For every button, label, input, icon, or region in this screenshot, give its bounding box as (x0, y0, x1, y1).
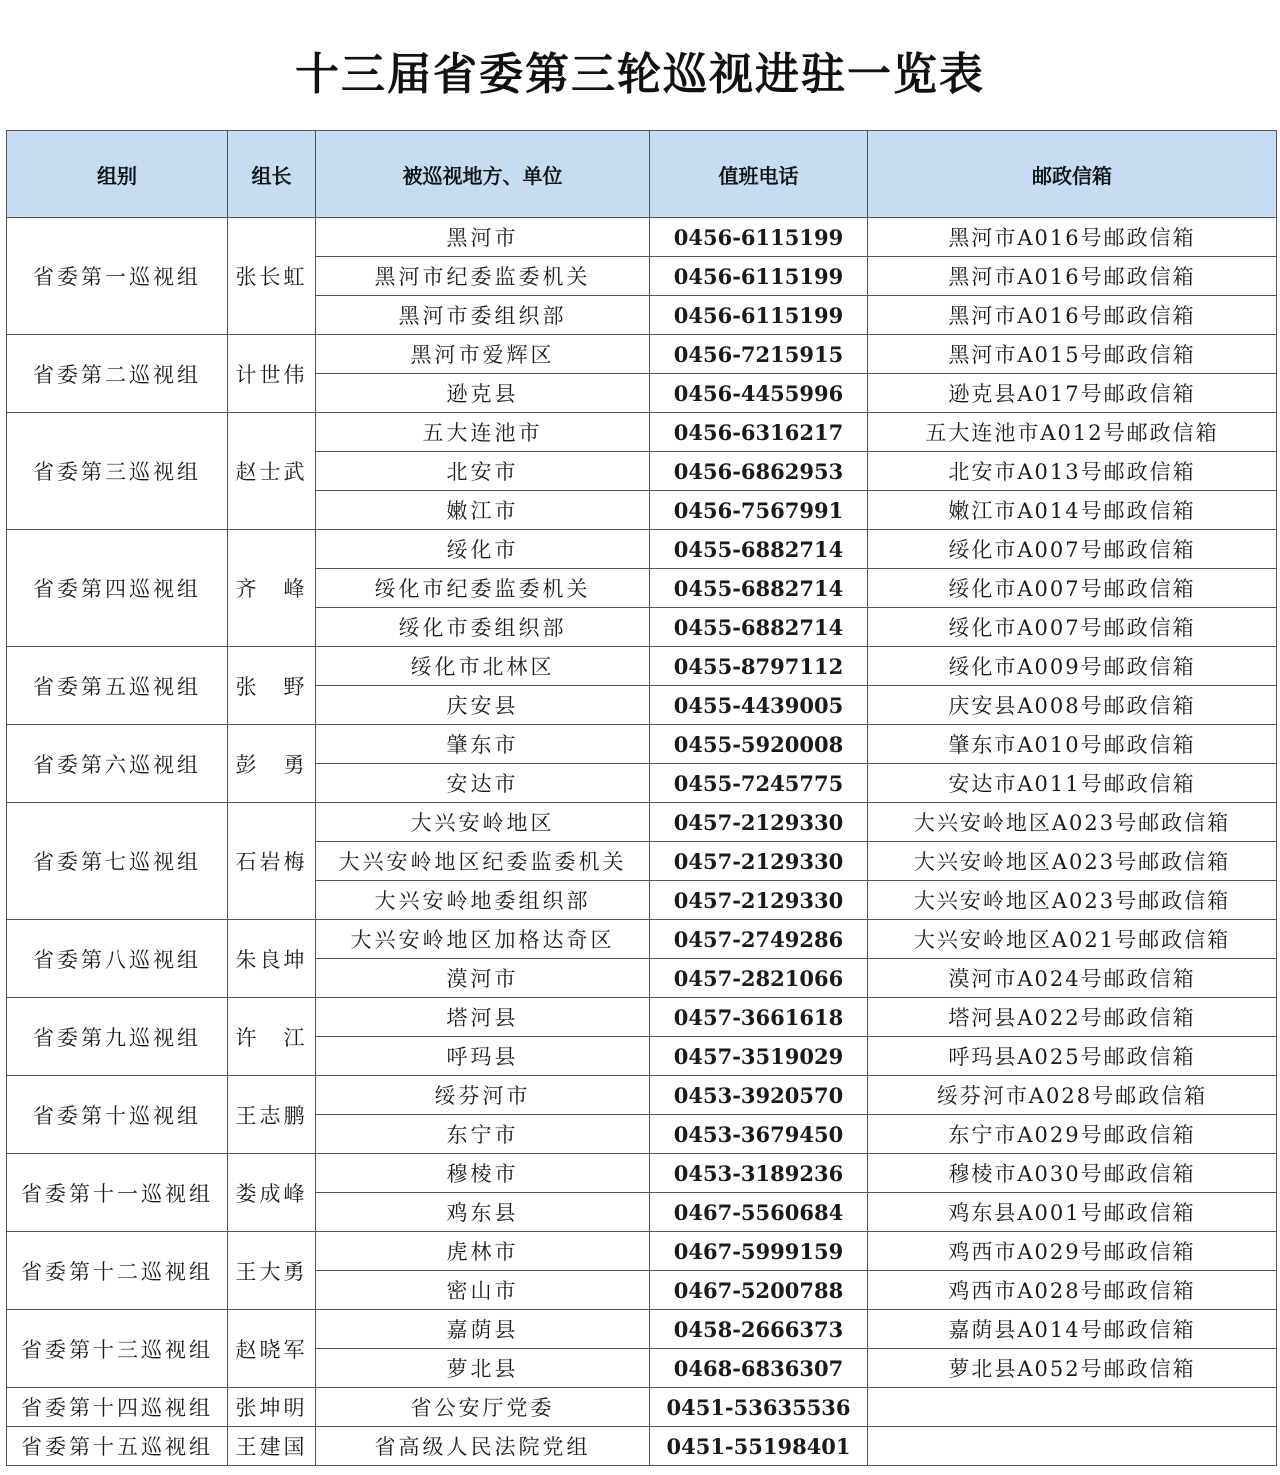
mailbox-cell: 绥芬河市A028号邮政信箱 (868, 1076, 1277, 1115)
phone-cell: 0456-4455996 (650, 374, 868, 413)
mailbox-cell: 安达市A011号邮政信箱 (868, 764, 1277, 803)
header-row (7, 131, 1277, 218)
leader-cell: 齐 峰 (228, 530, 316, 647)
phone-cell: 0456-7567991 (650, 491, 868, 530)
group-name-cell: 省委第四巡视组 (7, 530, 228, 647)
group-name-cell: 省委第七巡视组 (7, 803, 228, 920)
mailbox-cell: 黑河市A016号邮政信箱 (868, 296, 1277, 335)
leader-cell: 张 野 (228, 647, 316, 725)
table-row (7, 218, 1277, 257)
mailbox-cell: 鸡西市A029号邮政信箱 (868, 1232, 1277, 1271)
mailbox-cell (868, 1427, 1277, 1466)
mailbox-cell: 鸡东县A001号邮政信箱 (868, 1193, 1277, 1232)
group-name-cell: 省委第十巡视组 (7, 1076, 228, 1154)
table-row (7, 1427, 1277, 1466)
unit-cell: 鸡东县 (316, 1193, 650, 1232)
group-name-cell: 省委第十二巡视组 (7, 1232, 228, 1310)
table-row (7, 803, 1277, 842)
header-mailbox: 邮政信箱 (868, 131, 1277, 218)
leader-cell: 石岩梅 (228, 803, 316, 920)
unit-cell: 呼玛县 (316, 1037, 650, 1076)
mailbox-cell: 绥化市A007号邮政信箱 (868, 608, 1277, 647)
mailbox-cell: 大兴安岭地区A023号邮政信箱 (868, 803, 1277, 842)
mailbox-cell: 黑河市A016号邮政信箱 (868, 218, 1277, 257)
mailbox-cell: 肇东市A010号邮政信箱 (868, 725, 1277, 764)
phone-cell: 0467-5560684 (650, 1193, 868, 1232)
mailbox-cell: 东宁市A029号邮政信箱 (868, 1115, 1277, 1154)
unit-cell: 穆棱市 (316, 1154, 650, 1193)
table-row (7, 1388, 1277, 1427)
leader-cell: 张长虹 (228, 218, 316, 335)
leader-cell: 王志鹏 (228, 1076, 316, 1154)
phone-cell: 0455-4439005 (650, 686, 868, 725)
mailbox-cell: 漠河市A024号邮政信箱 (868, 959, 1277, 998)
table-row (7, 1154, 1277, 1193)
mailbox-cell: 逊克县A017号邮政信箱 (868, 374, 1277, 413)
phone-cell: 0457-2129330 (650, 803, 868, 842)
phone-cell: 0455-5920008 (650, 725, 868, 764)
table-row (7, 725, 1277, 764)
table-row (7, 647, 1277, 686)
phone-cell: 0455-8797112 (650, 647, 868, 686)
page-title: 十三届省委第三轮巡视进驻一览表 (295, 49, 985, 100)
leader-cell: 张坤明 (228, 1388, 316, 1427)
mailbox-cell: 鸡西市A028号邮政信箱 (868, 1271, 1277, 1310)
phone-cell: 0456-6862953 (650, 452, 868, 491)
unit-cell: 绥化市纪委监委机关 (316, 569, 650, 608)
mailbox-cell: 嫩江市A014号邮政信箱 (868, 491, 1277, 530)
phone-cell: 0451-53635536 (650, 1388, 868, 1427)
unit-cell: 黑河市爱辉区 (316, 335, 650, 374)
unit-cell: 绥化市北林区 (316, 647, 650, 686)
mailbox-cell: 嘉荫县A014号邮政信箱 (868, 1310, 1277, 1349)
phone-cell: 0457-2129330 (650, 842, 868, 881)
group-name-cell: 省委第一巡视组 (7, 218, 228, 335)
mailbox-cell: 五大连池市A012号邮政信箱 (868, 413, 1277, 452)
table-row (7, 1076, 1277, 1115)
leader-cell: 朱良坤 (228, 920, 316, 998)
unit-cell: 绥芬河市 (316, 1076, 650, 1115)
table-row (7, 1232, 1277, 1271)
leader-cell: 王建国 (228, 1427, 316, 1466)
phone-cell: 0457-3519029 (650, 1037, 868, 1076)
unit-cell: 萝北县 (316, 1349, 650, 1388)
table-row (7, 1310, 1277, 1349)
unit-cell: 嘉荫县 (316, 1310, 650, 1349)
unit-cell: 肇东市 (316, 725, 650, 764)
unit-cell: 绥化市委组织部 (316, 608, 650, 647)
table-body (7, 218, 1277, 1466)
phone-cell: 0456-6316217 (650, 413, 868, 452)
phone-cell: 0451-55198401 (650, 1427, 868, 1466)
table-row (7, 335, 1277, 374)
leader-cell: 赵晓军 (228, 1310, 316, 1388)
unit-cell: 省公安厅党委 (316, 1388, 650, 1427)
phone-cell: 0457-3661618 (650, 998, 868, 1037)
phone-cell: 0453-3679450 (650, 1115, 868, 1154)
mailbox-cell: 绥化市A007号邮政信箱 (868, 530, 1277, 569)
header-leader: 组长 (228, 131, 316, 218)
mailbox-cell: 大兴安岭地区A023号邮政信箱 (868, 881, 1277, 920)
inspection-table (6, 130, 1277, 1466)
phone-cell: 0456-6115199 (650, 257, 868, 296)
group-name-cell: 省委第三巡视组 (7, 413, 228, 530)
group-name-cell: 省委第十四巡视组 (7, 1388, 228, 1427)
unit-cell: 安达市 (316, 764, 650, 803)
leader-cell: 王大勇 (228, 1232, 316, 1310)
group-name-cell: 省委第二巡视组 (7, 335, 228, 413)
mailbox-cell: 呼玛县A025号邮政信箱 (868, 1037, 1277, 1076)
unit-cell: 逊克县 (316, 374, 650, 413)
leader-cell: 计世伟 (228, 335, 316, 413)
phone-cell: 0456-7215915 (650, 335, 868, 374)
group-name-cell: 省委第五巡视组 (7, 647, 228, 725)
mailbox-cell: 黑河市A015号邮政信箱 (868, 335, 1277, 374)
header-unit: 被巡视地方、单位 (316, 131, 650, 218)
phone-cell: 0457-2821066 (650, 959, 868, 998)
phone-cell: 0457-2749286 (650, 920, 868, 959)
phone-cell: 0456-6115199 (650, 218, 868, 257)
group-name-cell: 省委第六巡视组 (7, 725, 228, 803)
phone-cell: 0455-6882714 (650, 569, 868, 608)
leader-cell: 彭 勇 (228, 725, 316, 803)
table-row (7, 413, 1277, 452)
unit-cell: 漠河市 (316, 959, 650, 998)
table-row (7, 998, 1277, 1037)
phone-cell: 0467-5200788 (650, 1271, 868, 1310)
phone-cell: 0467-5999159 (650, 1232, 868, 1271)
unit-cell: 大兴安岭地区加格达奇区 (316, 920, 650, 959)
mailbox-cell: 绥化市A009号邮政信箱 (868, 647, 1277, 686)
unit-cell: 黑河市 (316, 218, 650, 257)
mailbox-cell (868, 1388, 1277, 1427)
mailbox-cell: 绥化市A007号邮政信箱 (868, 569, 1277, 608)
header-group: 组别 (7, 131, 228, 218)
phone-cell: 0457-2129330 (650, 881, 868, 920)
unit-cell: 大兴安岭地委组织部 (316, 881, 650, 920)
unit-cell: 东宁市 (316, 1115, 650, 1154)
mailbox-cell: 北安市A013号邮政信箱 (868, 452, 1277, 491)
mailbox-cell: 庆安县A008号邮政信箱 (868, 686, 1277, 725)
unit-cell: 大兴安岭地区 (316, 803, 650, 842)
leader-cell: 娄成峰 (228, 1154, 316, 1232)
group-name-cell: 省委第十五巡视组 (7, 1427, 228, 1466)
phone-cell: 0455-6882714 (650, 608, 868, 647)
unit-cell: 黑河市委组织部 (316, 296, 650, 335)
unit-cell: 嫩江市 (316, 491, 650, 530)
leader-cell: 赵士武 (228, 413, 316, 530)
group-name-cell: 省委第八巡视组 (7, 920, 228, 998)
phone-cell: 0455-7245775 (650, 764, 868, 803)
unit-cell: 大兴安岭地区纪委监委机关 (316, 842, 650, 881)
unit-cell: 省高级人民法院党组 (316, 1427, 650, 1466)
unit-cell: 黑河市纪委监委机关 (316, 257, 650, 296)
mailbox-cell: 黑河市A016号邮政信箱 (868, 257, 1277, 296)
phone-cell: 0456-6115199 (650, 296, 868, 335)
table-row (7, 530, 1277, 569)
unit-cell: 虎林市 (316, 1232, 650, 1271)
phone-cell: 0455-6882714 (650, 530, 868, 569)
group-name-cell: 省委第十三巡视组 (7, 1310, 228, 1388)
header-phone: 值班电话 (650, 131, 868, 218)
unit-cell: 庆安县 (316, 686, 650, 725)
phone-cell: 0458-2666373 (650, 1310, 868, 1349)
mailbox-cell: 穆棱市A030号邮政信箱 (868, 1154, 1277, 1193)
phone-cell: 0468-6836307 (650, 1349, 868, 1388)
group-name-cell: 省委第十一巡视组 (7, 1154, 228, 1232)
leader-cell: 许 江 (228, 998, 316, 1076)
unit-cell: 五大连池市 (316, 413, 650, 452)
mailbox-cell: 大兴安岭地区A021号邮政信箱 (868, 920, 1277, 959)
mailbox-cell: 萝北县A052号邮政信箱 (868, 1349, 1277, 1388)
mailbox-cell: 塔河县A022号邮政信箱 (868, 998, 1277, 1037)
unit-cell: 塔河县 (316, 998, 650, 1037)
mailbox-cell: 大兴安岭地区A023号邮政信箱 (868, 842, 1277, 881)
phone-cell: 0453-3920570 (650, 1076, 868, 1115)
phone-cell: 0453-3189236 (650, 1154, 868, 1193)
group-name-cell: 省委第九巡视组 (7, 998, 228, 1076)
unit-cell: 北安市 (316, 452, 650, 491)
unit-cell: 密山市 (316, 1271, 650, 1310)
table-row (7, 920, 1277, 959)
unit-cell: 绥化市 (316, 530, 650, 569)
